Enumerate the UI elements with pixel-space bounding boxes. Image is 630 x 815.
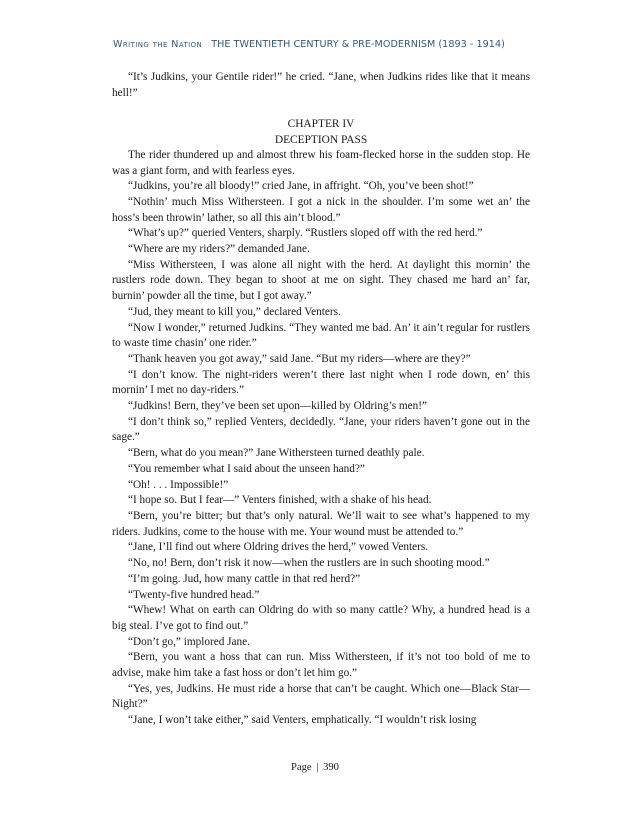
paragraph: “Nothin’ much Miss Withersteen. I got a nick in the shoulder. I’m some wet an’ the hoss’s been throwin’ lather, so all this ain’t blood.”: [112, 195, 530, 224]
paragraph: “Bern, you want a hoss that can run. Miss Withersteen, if it’s not too bold of me to advise, make him take a fast hoss or don’t let him go.”: [112, 651, 530, 680]
paragraph: “Bern, what do you mean?” Jane Withersteen turned deathly pale.: [128, 447, 425, 460]
paragraph: “Twenty-five hundred head.”: [128, 588, 260, 601]
chapter-heading: [112, 117, 530, 147]
paragraph: “Now I wonder,” returned Judkins. “They wanted me bad. An’ it ain’t regular for rustlers to waste time chasin’ one rider.”: [112, 321, 530, 350]
paragraph: “I’m going. Jud, how many cattle in that red herd?”: [128, 572, 361, 585]
paragraph: “I don’t know. The night-riders weren’t there last night when I rode down, en’ this mornin’ I met no day-riders.”: [112, 368, 530, 397]
paragraph: “Miss Withersteen, I was alone all night with the herd. At daylight this mornin’ the rustlers rode down. They began to shoot at me on sight. They chased me hard an’ far, burnin’ powder all the time, but I got away.”: [112, 258, 530, 303]
paragraph: “Oh! . . . Impossible!”: [128, 478, 229, 491]
chapter-number: CHAPTER IV: [287, 118, 355, 131]
page-separator: |: [316, 762, 319, 773]
paragraph: “Judkins! Bern, they’ve been set upon—killed by Oldring’s men!”: [128, 400, 427, 413]
paragraph: “You remember what I said about the unseen hand?”: [128, 462, 365, 475]
paragraph: “Jane, I’ll find out where Oldring drives the herd,” vowed Venters.: [128, 541, 429, 554]
paragraph: “Where are my riders?” demanded Jane.: [128, 243, 310, 256]
opening-paragraph: “It’s Judkins, your Gentile rider!” he cried. “Jane, when Judkins rides like that it means hell!”: [112, 71, 530, 99]
section-title: THE TWENTIETH CENTURY & PRE-MODERNISM (1893 - 1914): [211, 39, 505, 50]
paragraph: “Yes, yes, Judkins. He must ride a horse that can’t be caught. Which one—Black Star—Night?”: [112, 682, 530, 711]
paragraph: “Judkins, you’re all bloody!” cried Jane, in affright. “Oh, you’ve been shot!”: [128, 180, 474, 193]
page-footer: [0, 762, 630, 773]
paragraph: “Jane, I won’t take either,” said Venters, emphatically. “I wouldn’t risk losing: [128, 714, 477, 727]
paragraph: “Thank heaven you got away,” said Jane. “But my riders—where are they?”: [128, 352, 471, 365]
paragraph: “Don’t go,” implored Jane.: [128, 635, 250, 648]
running-header: [113, 39, 533, 50]
paragraph: “Bern, you’re bitter; but that’s only natural. We’ll wait to see what’s happened to my riders. Judkins, come to the house with me. Your wound must be attended to.”: [112, 509, 530, 538]
paragraph: “I don’t think so,” replied Venters, decidedly. “Jane, your riders haven’t gone out in the sage.”: [112, 415, 530, 444]
paragraph: “Jud, they meant to kill you,” declared Venters.: [128, 305, 341, 318]
body-text: [112, 70, 530, 729]
paragraph: “I hope so. But I fear—” Venters finished, with a shake of his head.: [128, 494, 432, 507]
paragraph: The rider thundered up and almost threw his foam-flecked horse in the sudden stop. He was a giant form, and with fearless eyes.: [112, 148, 530, 177]
page-number: 390: [323, 762, 339, 773]
series-title: Writing the Nation: [113, 39, 203, 50]
paragraph: “What’s up?” queried Venters, sharply. “Rustlers sloped off with the red herd.”: [128, 227, 483, 240]
paragraph: “No, no! Bern, don’t risk it now—when the rustlers are in such shooting mood.”: [128, 557, 490, 570]
paragraph: “Whew! What on earth can Oldring do with so many cattle? Why, a hundred head is a big steal. I’ve got to find out.”: [112, 604, 530, 632]
page-label: Page: [291, 762, 312, 773]
chapter-title: DECEPTION PASS: [274, 133, 368, 146]
